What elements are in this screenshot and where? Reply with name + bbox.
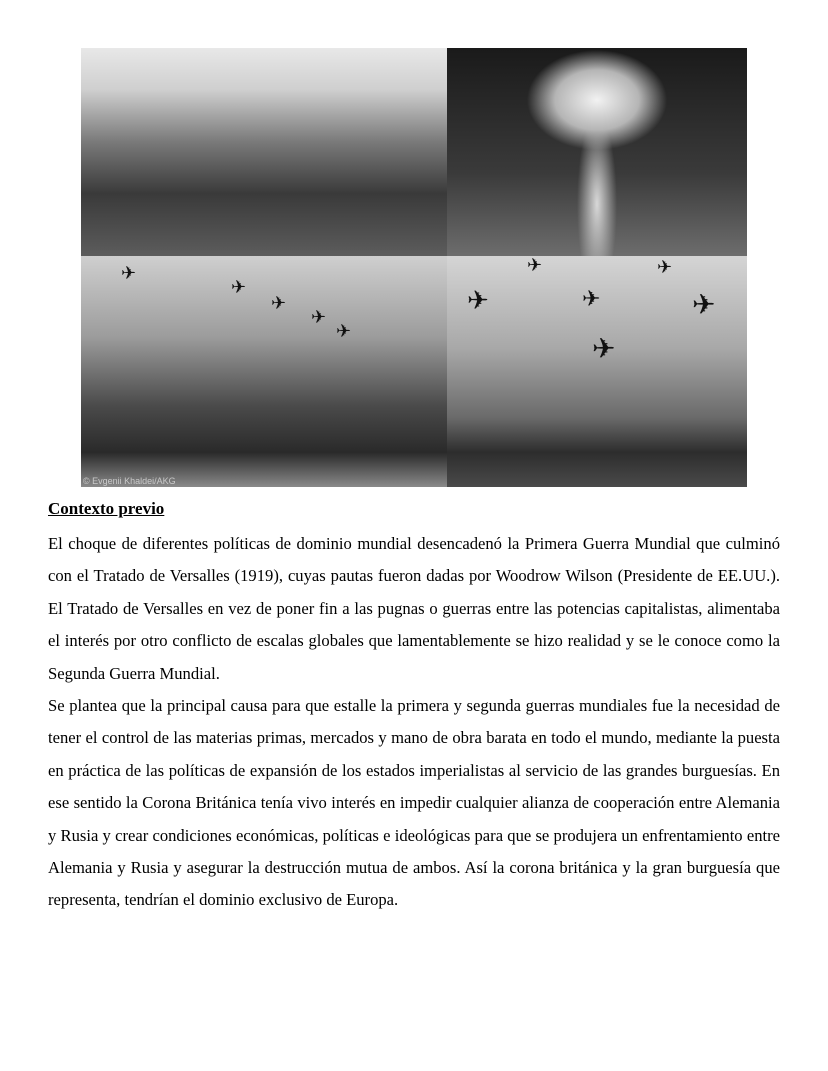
reichstag-ruins-photo xyxy=(81,256,447,487)
plane-icon: ✈ xyxy=(121,263,137,283)
plane-icon: ✈ xyxy=(271,293,287,313)
mushroom-cloud-photo xyxy=(447,48,747,256)
photo-watermark: © Evgenii Khaldei/AKG xyxy=(83,476,176,486)
plane-icon: ✈ xyxy=(336,321,352,341)
soldiers-marching-photo xyxy=(81,48,447,256)
plane-icon: ✈ xyxy=(231,277,247,297)
bombers-over-coast-photo xyxy=(447,256,747,487)
plane-icon: ✈ xyxy=(527,256,543,275)
plane-icon: ✈ xyxy=(582,286,601,311)
plane-icon: ✈ xyxy=(692,290,716,321)
section-body xyxy=(48,528,780,917)
plane-icon: ✈ xyxy=(657,257,673,277)
plane-icon: ✈ xyxy=(467,286,489,315)
plane-icon: ✈ xyxy=(311,307,327,327)
paragraph: Se plantea que la principal causa para que estalle la primera y segunda guerras mundiales fue la necesidad de tener el control de las materias primas, mercados y mano de obra barata en todo el mundo, mediante la puesta en práctica de las políticas de expansión de los estados imperialistas al servicio de las grandes burguesías. En ese sentido la Corona Británica tenía vivo interés en impedir cualquier alianza de cooperación entre Alemania y Rusia y crear condiciones económicas, políticas e ideológicas para que se produjera un enfrentamiento entre Alemania y Rusia y asegurar la destrucción mutua de ambos. Así la corona británica y la gran burguesía que representa, tendrían el dominio exclusivo de Europa. xyxy=(48,696,780,910)
section-heading: Contexto previo xyxy=(48,499,165,518)
plane-icon: ✈ xyxy=(592,334,616,365)
paragraph: El choque de diferentes políticas de dominio mundial desencadenó la Primera Guerra Mundial que culminó con el Tratado de Versalles (1919), cuyas pautas fueron dadas por Woodrow Wilson (Presidente de EE.UU.). El Tratado de Versalles en vez de poner fin a las pugnas o guerras entre las potencias capitalistas, alimentaba el interés por otro conflicto de escalas globales que lamentablemente se hizo realidad y se le conoce como la Segunda Guerra Mundial. xyxy=(48,534,780,683)
